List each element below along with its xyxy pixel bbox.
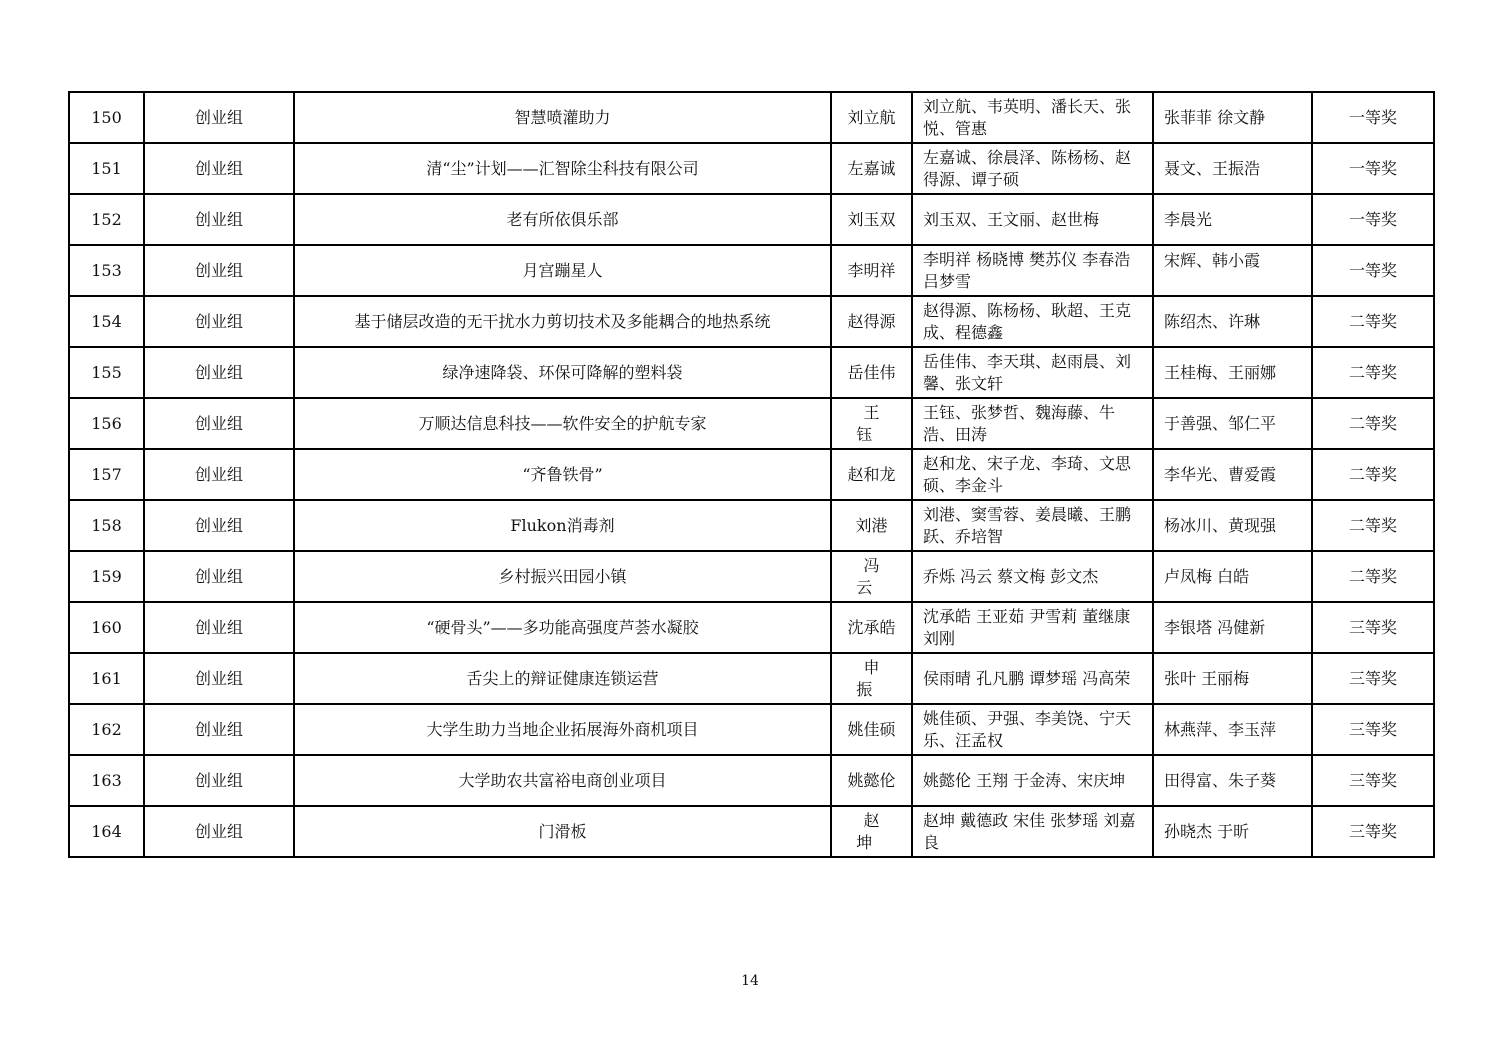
award-cell: 二等奖 [1312,449,1434,500]
group-cell: 创业组 [144,92,294,143]
row-number: 153 [69,245,144,296]
table-row [69,143,1434,194]
table-row [69,653,1434,704]
leader-cell: 沈承皓 [831,602,912,653]
mentors-cell: 张菲菲 徐文静 [1153,92,1312,143]
group-cell: 创业组 [144,551,294,602]
project-cell: 大学助农共富裕电商创业项目 [294,755,831,806]
table-row [69,602,1434,653]
leader-cell: 赵和龙 [831,449,912,500]
row-number: 161 [69,653,144,704]
project-cell: 基于储层改造的无干扰水力剪切技术及多能耦合的地热系统 [294,296,831,347]
project-cell: 门滑板 [294,806,831,857]
mentors-cell: 田得富、朱子葵 [1153,755,1312,806]
row-number: 164 [69,806,144,857]
project-cell: “齐鲁铁骨” [294,449,831,500]
project-cell: Flukon消毒剂 [294,500,831,551]
group-cell: 创业组 [144,296,294,347]
table-row [69,92,1434,143]
table-row [69,296,1434,347]
mentors-cell: 宋辉、韩小霞 [1153,245,1312,296]
row-number: 151 [69,143,144,194]
award-cell: 二等奖 [1312,551,1434,602]
members-cell: 王钰、张梦哲、魏海藤、牛浩、田涛 [912,398,1153,449]
leader-cell: 刘玉双 [831,194,912,245]
leader-cell: 冯云 [831,551,912,602]
group-cell: 创业组 [144,143,294,194]
mentors-cell: 李华光、曹爱霞 [1153,449,1312,500]
members-cell: 刘立航、韦英明、潘长天、张悦、管惠 [912,92,1153,143]
project-cell: 舌尖上的辩证健康连锁运营 [294,653,831,704]
project-cell: 老有所依俱乐部 [294,194,831,245]
project-cell: 万顺达信息科技——软件安全的护航专家 [294,398,831,449]
table-row [69,806,1434,857]
project-cell: “硬骨头”——多功能高强度芦荟水凝胶 [294,602,831,653]
project-cell: 大学生助力当地企业拓展海外商机项目 [294,704,831,755]
award-cell: 三等奖 [1312,653,1434,704]
leader-cell: 岳佳伟 [831,347,912,398]
page-number: 14 [741,973,759,989]
group-cell: 创业组 [144,653,294,704]
awards-table-body [69,92,1434,857]
group-cell: 创业组 [144,755,294,806]
award-cell: 三等奖 [1312,755,1434,806]
leader-cell: 赵坤 [831,806,912,857]
group-cell: 创业组 [144,449,294,500]
mentors-cell: 陈绍杰、许琳 [1153,296,1312,347]
members-cell: 左嘉诚、徐晨泽、陈杨杨、赵得源、谭子硕 [912,143,1153,194]
table-row [69,245,1434,296]
table-row [69,755,1434,806]
leader-cell: 左嘉诚 [831,143,912,194]
table-row [69,500,1434,551]
table-row [69,398,1434,449]
leader-cell: 赵得源 [831,296,912,347]
group-cell: 创业组 [144,602,294,653]
members-cell: 岳佳伟、李天琪、赵雨晨、刘馨、张文轩 [912,347,1153,398]
award-cell: 三等奖 [1312,806,1434,857]
leader-cell: 申振 [831,653,912,704]
award-cell: 一等奖 [1312,194,1434,245]
table-row [69,194,1434,245]
award-cell: 一等奖 [1312,92,1434,143]
awards-table [68,91,1435,858]
row-number: 163 [69,755,144,806]
mentors-cell: 张叶 王丽梅 [1153,653,1312,704]
group-cell: 创业组 [144,194,294,245]
mentors-cell: 杨冰川、黄现强 [1153,500,1312,551]
mentors-cell: 李晨光 [1153,194,1312,245]
table-row [69,449,1434,500]
mentors-cell: 孙晓杰 于昕 [1153,806,1312,857]
row-number: 160 [69,602,144,653]
project-cell: 月宫蹦星人 [294,245,831,296]
table-row [69,551,1434,602]
award-cell: 二等奖 [1312,500,1434,551]
mentors-cell: 于善强、邹仁平 [1153,398,1312,449]
members-cell: 刘玉双、王文丽、赵世梅 [912,194,1153,245]
project-cell: 绿净速降袋、环保可降解的塑料袋 [294,347,831,398]
leader-cell: 王钰 [831,398,912,449]
members-cell: 姚佳硕、尹强、李美饶、宁天乐、汪孟权 [912,704,1153,755]
row-number: 158 [69,500,144,551]
award-cell: 三等奖 [1312,704,1434,755]
mentors-cell: 李银塔 冯健新 [1153,602,1312,653]
members-cell: 赵和龙、宋子龙、李琦、文思硕、李金斗 [912,449,1153,500]
row-number: 150 [69,92,144,143]
row-number: 159 [69,551,144,602]
award-cell: 二等奖 [1312,347,1434,398]
members-cell: 沈承皓 王亚茹 尹雪莉 董继康 刘刚 [912,602,1153,653]
award-cell: 三等奖 [1312,602,1434,653]
group-cell: 创业组 [144,500,294,551]
award-cell: 一等奖 [1312,245,1434,296]
members-cell: 刘港、窦雪蓉、姜晨曦、王鹏跃、乔培智 [912,500,1153,551]
project-cell: 智慧喷灌助力 [294,92,831,143]
row-number: 156 [69,398,144,449]
mentors-cell: 林燕萍、李玉萍 [1153,704,1312,755]
mentors-cell: 聂文、王振浩 [1153,143,1312,194]
group-cell: 创业组 [144,245,294,296]
members-cell: 赵坤 戴德政 宋佳 张梦瑶 刘嘉良 [912,806,1153,857]
row-number: 155 [69,347,144,398]
members-cell: 乔烁 冯云 蔡文梅 彭文杰 [912,551,1153,602]
leader-cell: 刘港 [831,500,912,551]
row-number: 152 [69,194,144,245]
mentors-cell: 卢凤梅 白皓 [1153,551,1312,602]
members-cell: 姚懿伦 王翔 于金涛、宋庆坤 [912,755,1153,806]
project-cell: 清“尘”计划——汇智除尘科技有限公司 [294,143,831,194]
leader-cell: 姚佳硕 [831,704,912,755]
members-cell: 李明祥 杨晓博 樊苏仪 李春浩 吕梦雪 [912,245,1153,296]
row-number: 162 [69,704,144,755]
award-cell: 二等奖 [1312,296,1434,347]
leader-cell: 刘立航 [831,92,912,143]
members-cell: 侯雨晴 孔凡鹏 谭梦瑶 冯高荣 [912,653,1153,704]
award-cell: 二等奖 [1312,398,1434,449]
row-number: 154 [69,296,144,347]
members-cell: 赵得源、陈杨杨、耿超、王克成、程德鑫 [912,296,1153,347]
table-row [69,704,1434,755]
group-cell: 创业组 [144,398,294,449]
project-cell: 乡村振兴田园小镇 [294,551,831,602]
award-cell: 一等奖 [1312,143,1434,194]
mentors-cell: 王桂梅、王丽娜 [1153,347,1312,398]
group-cell: 创业组 [144,347,294,398]
group-cell: 创业组 [144,806,294,857]
leader-cell: 李明祥 [831,245,912,296]
row-number: 157 [69,449,144,500]
group-cell: 创业组 [144,704,294,755]
leader-cell: 姚懿伦 [831,755,912,806]
table-row [69,347,1434,398]
